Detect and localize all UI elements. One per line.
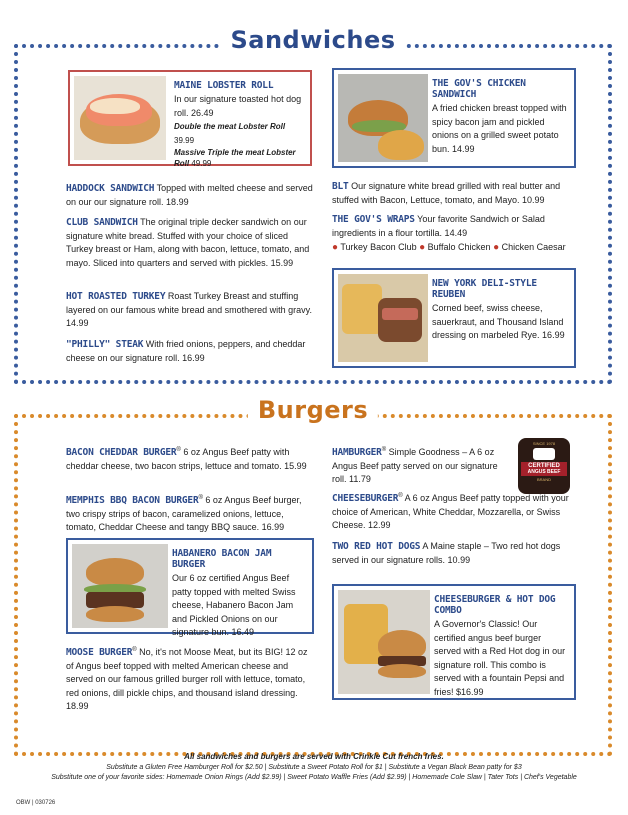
sandwiches-title: Sandwiches xyxy=(220,26,405,54)
club-sandwich-item xyxy=(66,216,314,270)
chicken-sandwich-card xyxy=(332,68,576,168)
lobster-roll-desc: In our signature toasted hot dog roll. 26.49 xyxy=(174,94,302,118)
hamburger-desc: Simple Goodness – A 6 oz Angus Beef patty served on our signature roll. 11.79 xyxy=(332,447,498,484)
wrap-option-2: Buffalo Chicken xyxy=(427,242,491,252)
cheeseburger-desc: A 6 oz Angus Beef patty topped with your choice of American, White Cheddar, Mozzarella, or Swiss Cheese. 12.99 xyxy=(332,493,569,530)
red-hot-dogs-desc: A Maine staple – Two red hot dogs served in our signature rolls. 10.99 xyxy=(332,541,561,565)
lobster-double-option: Double the meat Lobster Roll xyxy=(174,122,286,131)
sandwiches-section xyxy=(14,26,612,384)
blt-name: BLT xyxy=(332,181,349,192)
lobster-roll-name: MAINE LOBSTER ROLL xyxy=(174,80,274,91)
wraps-item xyxy=(332,213,580,255)
bullet-icon: ● xyxy=(419,242,426,253)
haddock-sandwich-item xyxy=(66,182,314,209)
lobster-roll-card xyxy=(68,70,312,166)
habanero-burger-desc: Our 6 oz certified Angus Beef patty topped with melted Swiss cheese, Habanero Bacon Jam and Pickled Onions on our signature bun. 16.49 xyxy=(172,573,296,637)
chicken-sandwich-desc: A fried chicken breast topped with spicy bacon jam and pickled onions on a grilled sweet potato bun. 14.99 xyxy=(432,103,567,154)
reuben-card xyxy=(332,268,576,368)
certified-angus-beef-badge xyxy=(518,438,570,494)
haddock-sandwich-desc: Topped with melted cheese and served on our our signature roll. 18.99 xyxy=(66,183,313,207)
reuben-photo xyxy=(338,274,428,362)
haddock-sandwich-name: HADDOCK SANDWICH xyxy=(66,183,155,194)
philly-steak-item xyxy=(66,338,314,365)
bacon-cheddar-desc: 6 oz Angus Beef patty with cheddar cheese, two bacon strips, lettuce and tomato. 15.99 xyxy=(66,447,307,471)
wraps-name: THE GOV'S WRAPS xyxy=(332,214,415,225)
document-id: OBW | 030726 xyxy=(16,800,56,806)
cheeseburger-item: CHEESEBURGER® A 6 oz Angus Beef patty topped with your choice of American, White Cheddar, Mozzarella, or Swiss Cheese. 12.99 xyxy=(332,493,569,530)
habanero-burger-photo xyxy=(72,544,168,628)
moose-burger-name: MOOSE BURGER xyxy=(66,647,133,658)
wrap-option-3: Chicken Caesar xyxy=(501,242,566,252)
bacon-cheddar-item: BACON CHEDDAR BURGER® 6 oz Angus Beef patty with cheddar cheese, two bacon strips, lettuce and tomato. 15.99 xyxy=(66,447,307,471)
blt-desc: Our signature white bread grilled with real butter and stuffed with Bacon, Lettuce, tomato, and Mayo. 10.99 xyxy=(332,181,561,205)
memphis-bbq-item: MEMPHIS BBQ BACON BURGER® 6 oz Angus Beef burger, two crispy strips of bacon, caramelized onions, lettuce, tomato, Cheddar Cheese and tangy BBQ sauce. 16.99 xyxy=(66,495,302,532)
hamburger-item: HAMBURGER® Simple Goodness – A 6 oz Angus Beef patty served on our signature roll. 11.79 xyxy=(332,447,498,484)
red-hot-dogs-name: TWO RED HOT DOGS xyxy=(332,541,421,552)
burgers-section xyxy=(14,396,612,756)
chicken-sandwich-photo xyxy=(338,74,428,162)
reuben-desc: Corned beef, swiss cheese, sauerkraut, and Thousand Island dressing on marbeled Rye. 16.99 xyxy=(432,303,565,340)
memphis-bbq-name: MEMPHIS BBQ BACON BURGER xyxy=(66,495,199,506)
badge-line1: CERTIFIED xyxy=(528,463,560,469)
roasted-turkey-desc: Roast Turkey Breast and stuffing layered on our famous white bread and smothered with gravy. 14.99 xyxy=(66,291,312,328)
burgers-title: Burgers xyxy=(248,396,378,424)
reuben-name: NEW YORK DELI-STYLE REUBEN xyxy=(432,278,537,300)
habanero-burger-card xyxy=(66,538,314,637)
moose-burger-desc: No, it's not Moose Meat, but its BIG! 12 oz of Angus beef topped with melted American cheese and served on our famous grilled burger roll with lettuce, tomato, red onions, dill pickle chips, and thousand island dressing. 18.99 xyxy=(66,647,308,711)
philly-steak-desc: With fried onions, peppers, and cheddar cheese on our signature roll. 16.99 xyxy=(66,339,306,363)
substitution-note-1: Substitute a Gluten Free Hamburger Roll for $2.50 | Substitute a Sweet Potato Roll for $1 | Substitute a Vegan Black Bean patty for $3 xyxy=(106,764,522,771)
memphis-bbq-desc: 6 oz Angus Beef burger, two crispy strips of bacon, caramelized onions, lettuce, tomato, Cheddar Cheese and tangy BBQ sauce. 16.99 xyxy=(66,495,302,532)
roasted-turkey-name: HOT ROASTED TURKEY xyxy=(66,291,166,302)
roasted-turkey-item xyxy=(66,290,314,331)
bacon-cheddar-name: BACON CHEDDAR BURGER xyxy=(66,447,177,458)
bullet-icon: ● xyxy=(493,242,500,253)
badge-line2: ANGUS BEEF xyxy=(527,469,561,475)
badge-bottom: BRAND xyxy=(536,477,551,482)
combo-photo xyxy=(338,590,430,694)
blt-item xyxy=(332,180,580,207)
moose-burger-item: MOOSE BURGER® No, it's not Moose Meat, but its BIG! 12 oz of Angus beef topped with melted American cheese and served on our famous grilled burger roll with lettuce, tomato, red onions, dill pickle chips, and thousand island dressing. 18.99 xyxy=(66,647,308,711)
wrap-option-1: Turkey Bacon Club xyxy=(340,242,417,252)
substitution-note-2: Substitute one of your favorite sides: Homemade Onion Rings (Add $2.99) | Sweet Potato Waffle Fries (Add $2.99) | Homemade Cole Slaw | Tater Tots | Chef's Vegetable xyxy=(51,774,577,781)
lobster-triple-price: 49.99 xyxy=(191,159,212,168)
philly-steak-name: "PHILLY" STEAK xyxy=(66,339,144,350)
cheeseburger-name: CHEESEBURGER xyxy=(332,493,399,504)
lobster-roll-photo xyxy=(74,76,166,160)
red-hot-dogs-item xyxy=(332,540,580,567)
combo-name: CHEESEBURGER & HOT DOG COMBO xyxy=(434,594,556,616)
wraps-desc: Your favorite Sandwich or Salad ingredients in a flour tortilla. 14.49 xyxy=(332,214,545,238)
chicken-sandwich-name: THE GOV'S CHICKEN SANDWICH xyxy=(432,78,526,100)
badge-since: SINCE 1978 xyxy=(532,441,556,446)
combo-card xyxy=(332,584,576,700)
club-sandwich-name: CLUB SANDWICH xyxy=(66,217,138,228)
lobster-double-price: 39.99 xyxy=(174,135,195,145)
hamburger-name: HAMBURGER xyxy=(332,447,382,458)
steer-icon xyxy=(533,448,555,460)
habanero-burger-name: HABANERO BACON JAM BURGER xyxy=(172,548,272,570)
fries-note: All sandwiches and burgers are served with Crinkle Cut french fries. xyxy=(184,752,444,761)
club-sandwich-desc: The original triple decker sandwich on our signature white bread. Stuffed with your choice of sliced Turkey breast or Ham, along with bacon, lettuce, tomato, and mayo. Sliced into quarters and served with pickles. 15.99 xyxy=(66,217,310,268)
lobster-triple-option: Massive Triple the meat Lobster Roll xyxy=(174,148,296,168)
combo-desc: A Governor's Classic! Our certified angus beef burger served with a Red Hot dog in our signature roll. This combo is served with a fountain Pepsi and fries! $16.99 xyxy=(434,619,566,697)
bullet-icon: ● xyxy=(332,242,339,253)
